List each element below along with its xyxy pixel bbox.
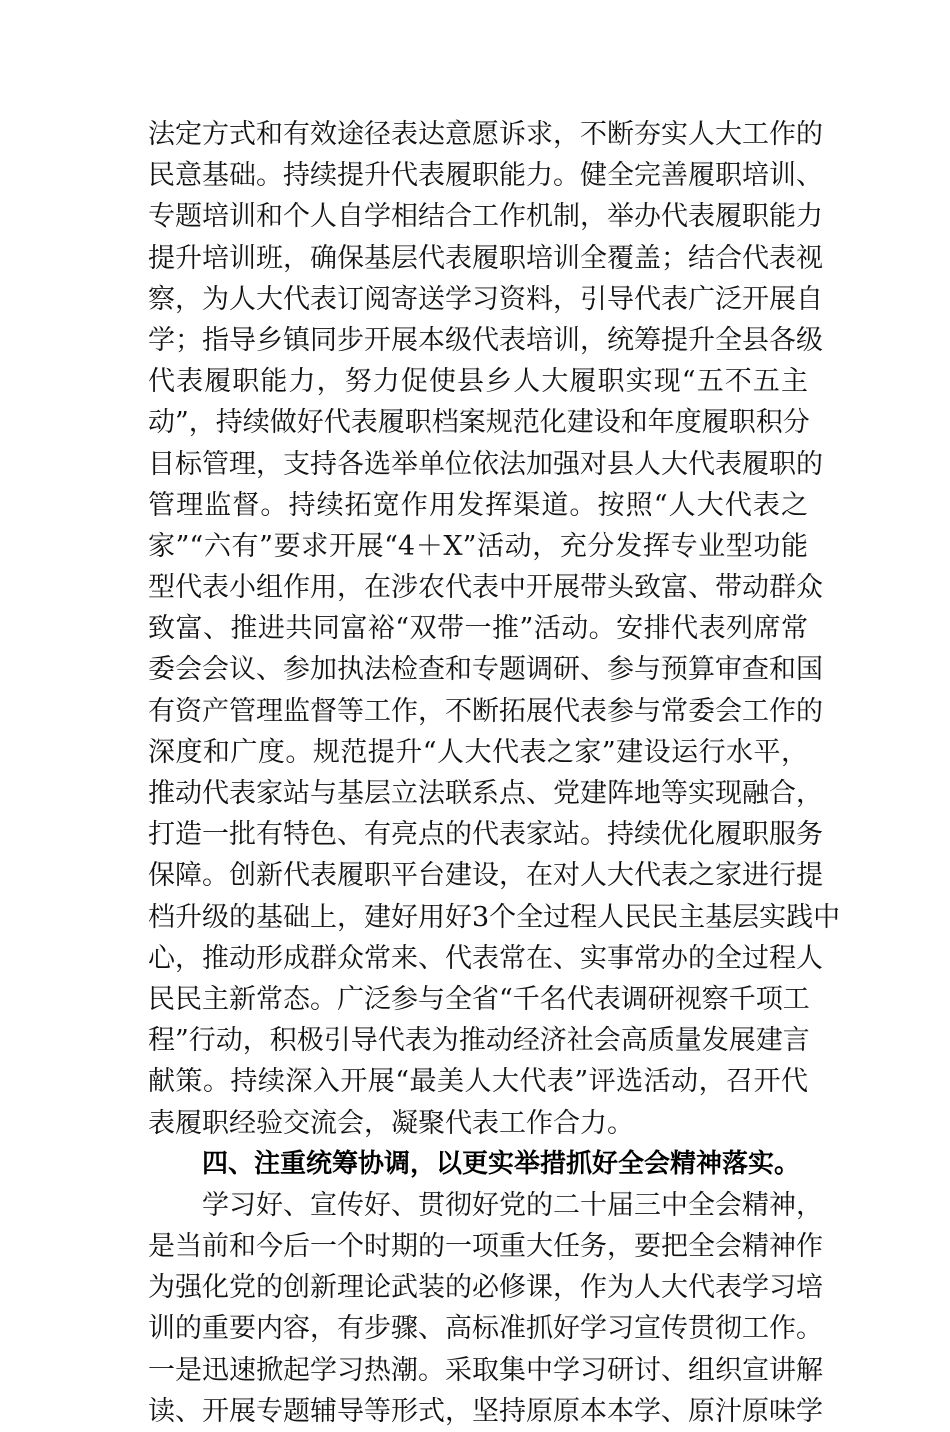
text-line: 打造一批有特色、有亮点的代表家站。持续优化履职服务	[148, 819, 823, 851]
text-line: 有资产管理监督等工作，不断拓展代表参与常委会工作的	[148, 695, 823, 727]
text-line: 保障。创新代表履职平台建设，在对人大代表之家进行提	[148, 860, 823, 892]
text-line: 是当前和今后一个时期的一项重大任务，要把全会精神作	[148, 1231, 823, 1263]
text-line: 致富、推进共同富裕“双带一推”活动。安排代表列席常	[148, 613, 808, 645]
text-line: 动”，持续做好代表履职档案规范化建设和年度履职积分	[148, 407, 810, 439]
text-line: 表履职经验交流会，凝聚代表工作合力。	[148, 1107, 634, 1139]
text-line: 为强化党的创新理论武装的必修课，作为人大代表学习培	[148, 1272, 823, 1304]
text-line: 学习好、宣传好、贯彻好党的二十届三中全会精神，	[202, 1189, 823, 1221]
text-line: 民意基础。持续提升代表履职能力。健全完善履职培训、	[148, 160, 823, 192]
text-line: 家”“六有”要求开展“4＋X”活动，充分发挥专业型功能	[148, 530, 808, 562]
section-heading: 四、注重统筹协调，以更实举措抓好全会精神落实。	[202, 1148, 801, 1179]
text-line: 学；指导乡镇同步开展本级代表培训，统筹提升全县各级	[148, 324, 823, 356]
text-line: 深度和广度。规范提升“人大代表之家”建设运行水平，	[148, 736, 808, 768]
text-line: 法定方式和有效途径表达意愿诉求，不断夯实人大工作的	[148, 119, 823, 150]
text-line: 读、开展专题辅导等形式，坚持原原本本学、原汁原味学	[148, 1395, 823, 1427]
document-body	[148, 114, 841, 1432]
text-line: 委会会议、参加执法检查和专题调研、参与预算审查和国	[148, 654, 823, 686]
text-line: 训的重要内容，有步骤、高标准抓好学习宣传贯彻工作。	[148, 1313, 823, 1345]
text-line: 代表履职能力，努力促使县乡人大履职实现“五不五主	[148, 366, 808, 398]
text-line: 目标管理，支持各选举单位依法加强对县人大代表履职的	[148, 448, 823, 480]
text-line: 管理监督。持续拓宽作用发挥渠道。按照“人大代表之	[148, 489, 808, 521]
text-line: 民民主新常态。广泛参与全省“千名代表调研视察千项工	[148, 983, 810, 1015]
text-line: 档升级的基础上，建好用好3个全过程人民民主基层实践中	[148, 901, 841, 933]
text-line: 专题培训和个人自学相结合工作机制，举办代表履职能力	[148, 201, 823, 233]
text-line: 推动代表家站与基层立法联系点、党建阵地等实现融合，	[148, 778, 823, 809]
text-line: 程”行动，积极引导代表为推动经济社会高质量发展建言	[148, 1025, 810, 1057]
text-line: 献策。持续深入开展“最美人大代表”评选活动，召开代	[148, 1066, 808, 1098]
text-line: 型代表小组作用，在涉农代表中开展带头致富、带动群众	[148, 572, 823, 604]
text-line: 提升培训班，确保基层代表履职培训全覆盖；结合代表视	[148, 242, 823, 274]
text-line: 察，为人大代表订阅寄送学习资料，引导代表广泛开展自	[148, 283, 823, 315]
text-line: 一是迅速掀起学习热潮。采取集中学习研讨、组织宣讲解	[148, 1354, 823, 1386]
text-line: 心，推动形成群众常来、代表常在、实事常办的全过程人	[148, 942, 823, 974]
